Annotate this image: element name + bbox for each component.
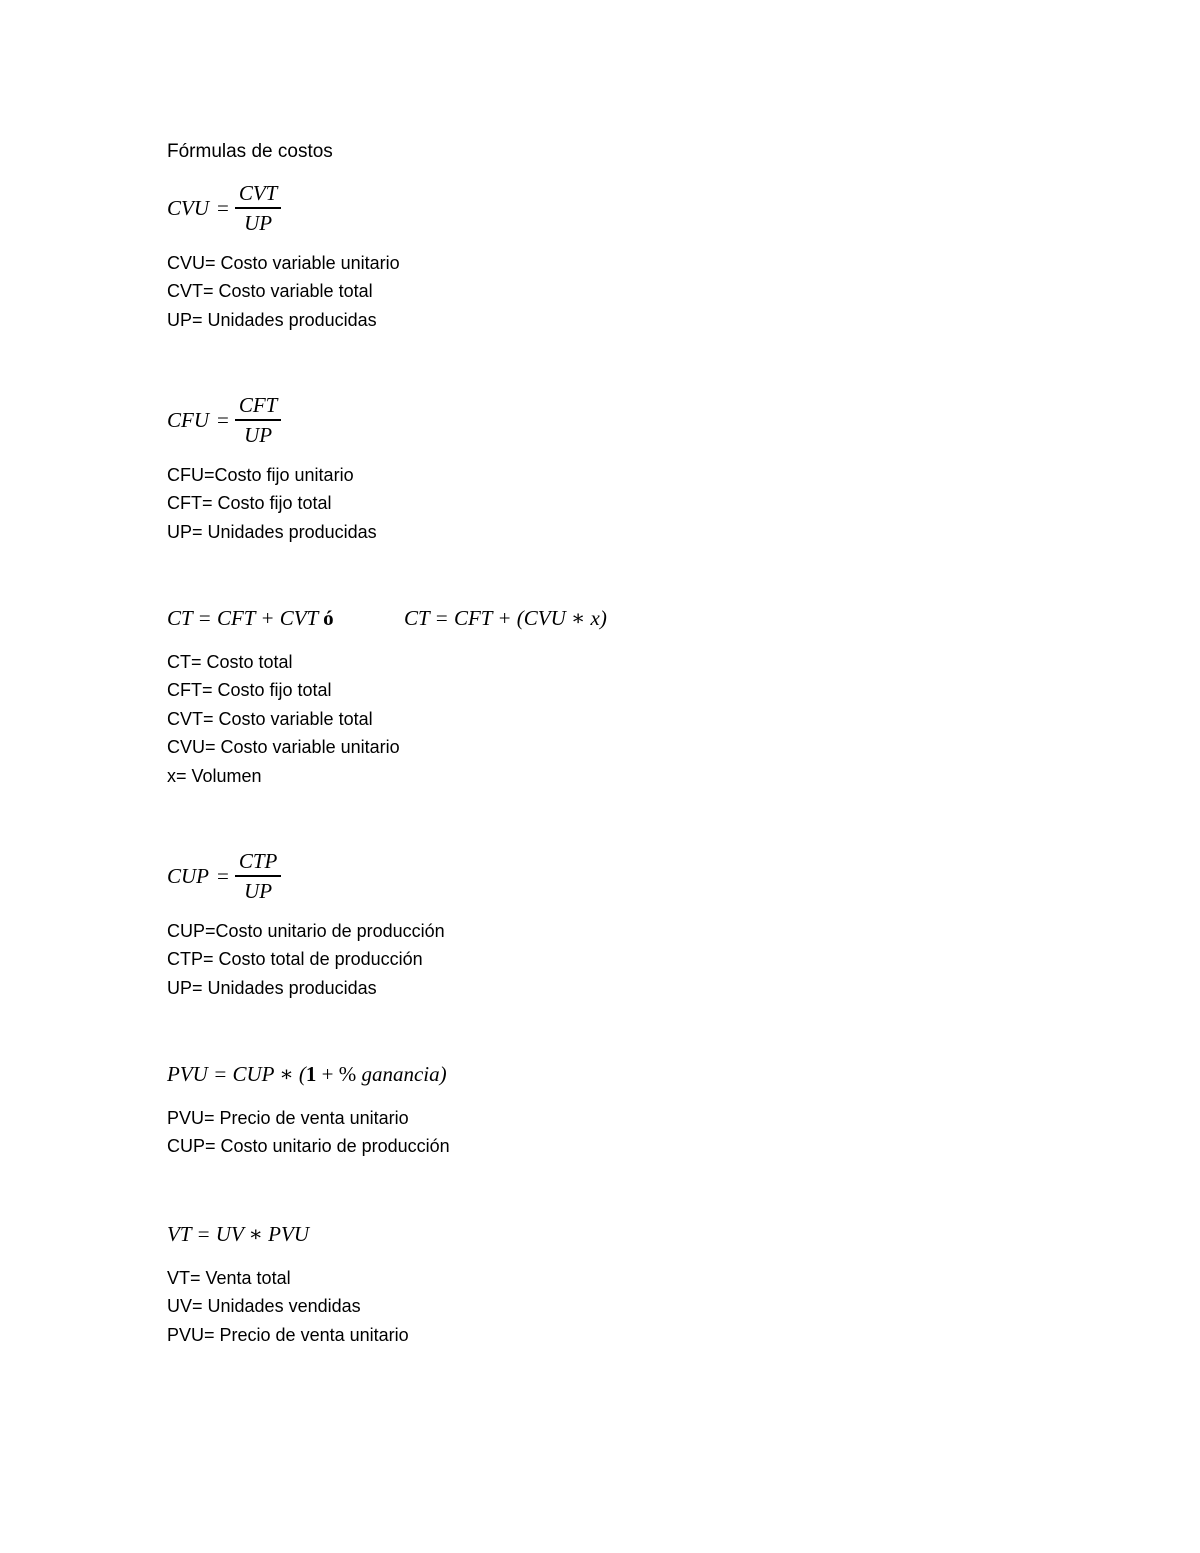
definition-line: PVU= Precio de venta unitario	[167, 1324, 409, 1345]
formula-expression: VT = UV ∗ PVU	[167, 1222, 310, 1246]
ct-formula-sum	[167, 606, 334, 631]
definition-line: UP= Unidades producidas	[167, 521, 377, 542]
fraction-numerator: CFT	[235, 393, 282, 421]
definition-line: UV= Unidades vendidas	[167, 1296, 361, 1317]
formula-expression: CT = CFT + CVT	[167, 606, 318, 630]
vt-formula	[167, 1222, 309, 1247]
vt-definitions	[167, 1264, 409, 1349]
cvu-formula	[167, 181, 281, 235]
definition-line: UP= Unidades producidas	[167, 977, 377, 998]
definition-line: CVU= Costo variable unitario	[167, 253, 400, 273]
definition-line: CUP= Costo unitario de producción	[167, 1136, 450, 1157]
formula-expression: CT = CFT + (CVU ∗ x)	[404, 606, 607, 630]
fraction-denominator: UP	[244, 211, 273, 235]
cfu-definitions	[167, 461, 377, 546]
definition-line: CVU= Costo variable unitario	[167, 737, 400, 758]
definition-line: CVT= Costo variable total	[167, 708, 373, 729]
definition-line: PVU= Precio de venta unitario	[167, 1108, 409, 1128]
cvu-definitions	[167, 249, 400, 334]
ct-formula-volume	[404, 606, 607, 631]
formula-variable: ganancia	[361, 1062, 440, 1086]
definition-line: CVT= Costo variable total	[167, 281, 373, 302]
formula-constant: 1	[305, 1062, 317, 1086]
cfu-formula	[167, 393, 281, 447]
fraction-denominator: UP	[244, 879, 273, 903]
definition-line: CFU=Costo fijo unitario	[167, 465, 354, 485]
formula-expression: PVU = CUP ∗ (	[167, 1062, 306, 1086]
definition-line: x= Volumen	[167, 765, 262, 786]
definition-line: CUP=Costo unitario de producción	[167, 921, 445, 941]
definition-line: UP= Unidades producidas	[167, 309, 377, 330]
page-title: Fórmulas de costos	[167, 141, 333, 162]
definition-line: CT= Costo total	[167, 652, 293, 672]
definition-line: CTP= Costo total de producción	[167, 949, 423, 970]
formula-equals: =	[217, 407, 229, 432]
formula-operator: + %	[316, 1062, 362, 1086]
fraction-numerator: CTP	[235, 849, 282, 877]
formula-equals: =	[217, 863, 229, 888]
definition-line: CFT= Costo fijo total	[167, 493, 332, 514]
pvu-definitions	[167, 1104, 450, 1161]
formula-equals: =	[217, 195, 229, 220]
formula-lhs: CVU	[167, 195, 209, 220]
fraction-numerator: CVT	[235, 181, 282, 209]
formula-paren: )	[439, 1062, 447, 1086]
fraction	[235, 849, 282, 903]
fraction	[235, 181, 282, 235]
formula-lhs: CFU	[167, 407, 209, 432]
cup-definitions	[167, 917, 445, 1002]
fraction	[235, 393, 282, 447]
fraction-denominator: UP	[244, 423, 273, 447]
definition-line: CFT= Costo fijo total	[167, 680, 332, 701]
definition-line: VT= Venta total	[167, 1268, 291, 1288]
pvu-formula	[167, 1062, 447, 1087]
cup-formula	[167, 849, 281, 903]
formula-connector: ó	[323, 606, 334, 630]
formula-lhs: CUP	[167, 863, 209, 888]
ct-definitions	[167, 648, 400, 790]
